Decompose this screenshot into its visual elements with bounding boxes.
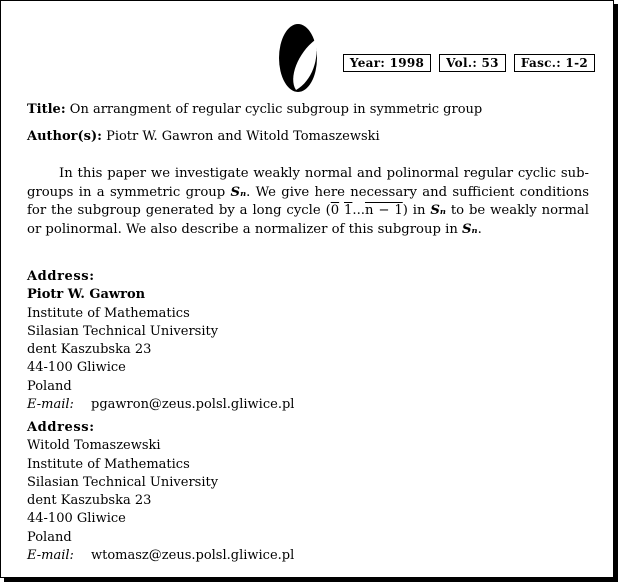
symmetric-group-symbol: Sₙ	[462, 221, 478, 237]
volume-badge: Vol.: 53	[439, 54, 506, 72]
symmetric-group-symbol: Sₙ	[430, 203, 446, 218]
address-heading: Address:	[27, 269, 95, 284]
symmetric-group-symbol: Sₙ	[230, 184, 247, 200]
address-name: Witold Tomaszewski	[27, 438, 161, 454]
address-email-line	[27, 547, 294, 565]
address-block-1	[27, 268, 294, 414]
address-institute: Institute of Mathematics	[27, 305, 190, 321]
issue-meta	[343, 54, 595, 72]
authors-text: Piotr W. Gawron and Witold Tomaszewski	[106, 129, 380, 144]
email-label: E-mail:	[27, 397, 74, 413]
address-street: dent Kaszubska 23	[27, 342, 152, 358]
abstract: In this paper we investigate weakly normal and polinormal regular cyclic sub-groups in a symmetric group Sₙ. We give here necessary and sufficient conditions for the subgroup generated by a long cycle (0 1...n − 1) in Sₙ to be weakly normal or polinormal. We also describe a normalizer of this subgroup in Sₙ.	[27, 166, 590, 237]
address-institute: Institute of Mathematics	[27, 456, 190, 472]
address-block-2	[27, 419, 294, 565]
address-city: 44-100 Gliwice	[27, 360, 126, 376]
journal-logo-icon	[278, 23, 322, 93]
email-address[interactable]: pgawron@zeus.polsl.gliwice.pl	[91, 397, 295, 413]
address-university: Silasian Technical University	[27, 474, 219, 490]
fascicle-badge: Fasc.: 1-2	[514, 54, 595, 72]
email-label: E-mail:	[27, 548, 74, 564]
address-city: 44-100 Gliwice	[27, 511, 126, 527]
address-heading: Address:	[27, 420, 95, 435]
address-email-line	[27, 396, 294, 414]
address-name: Piotr W. Gawron	[27, 287, 146, 303]
address-university: Silasian Technical University	[27, 323, 219, 339]
address-country: Poland	[27, 529, 72, 545]
title-label: Title:	[27, 102, 66, 117]
year-badge: Year: 1998	[343, 54, 431, 72]
authors-label: Author(s):	[27, 129, 102, 144]
paper-authors	[27, 129, 380, 144]
address-country: Poland	[27, 378, 72, 394]
title-text: On arrangment of regular cyclic subgroup in symmetric group	[69, 102, 483, 117]
paper-title	[27, 102, 482, 117]
email-address[interactable]: wtomasz@zeus.polsl.gliwice.pl	[91, 548, 295, 564]
address-street: dent Kaszubska 23	[27, 493, 152, 509]
